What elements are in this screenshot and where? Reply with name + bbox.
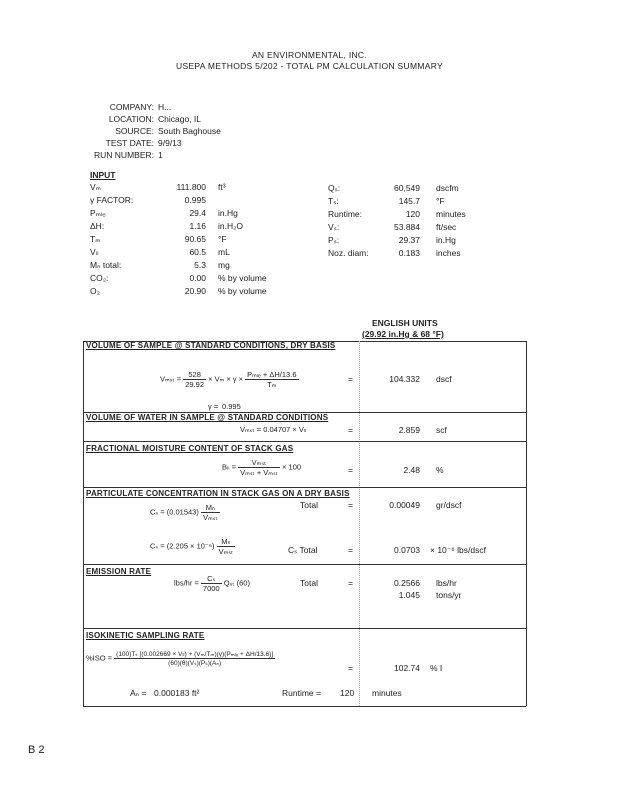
location-value: Chicago, IL: [158, 114, 201, 124]
page-mark: B 2: [28, 744, 45, 756]
denominator: (60)(θ)(Vₛ)(Pₛ)(Aₙ): [168, 660, 222, 667]
result-value: 104.332: [389, 374, 420, 384]
result-unit: % I: [430, 663, 443, 673]
section-title: VOLUME OF WATER IN SAMPLE @ STANDARD CONDITIONS: [86, 413, 329, 422]
formula: Vₘₛₜ⁤ = 0.04707 × Vₗₗ: [240, 425, 307, 434]
result-value: 0.0703: [394, 545, 420, 555]
result-unit: × 10⁻⁶ lbs/dscf: [430, 545, 486, 555]
input-value: 29.37: [398, 235, 420, 245]
nozzle-area-label: Aₙ =: [130, 688, 147, 698]
result-value: 2.48: [403, 465, 420, 475]
input-value: 53.884: [394, 222, 420, 232]
section-title: EMISSION RATE: [86, 567, 152, 576]
input-label: CO₂:: [90, 273, 109, 283]
test-date-value: 9/9/13: [158, 138, 182, 148]
equals-sign: =: [348, 425, 353, 435]
input-label: Qₛ:: [328, 183, 341, 193]
input-value: 120: [405, 209, 420, 219]
input-label: Runtime:: [328, 209, 363, 219]
numerator: Mₙ: [201, 503, 220, 513]
run-number-label: RUN NUMBER:: [94, 150, 154, 160]
units-header-line2: (29.92 in.Hg & 68 °F): [362, 329, 444, 339]
numerator: Mₙ: [217, 537, 236, 547]
input-label: Vₘ: [90, 182, 101, 192]
input-unit: % by volume: [218, 273, 267, 283]
report-title: USEPA METHODS 5/202 - TOTAL PM CALCULATION SUMMARY: [176, 61, 443, 71]
result-unit: dscf: [436, 374, 452, 384]
gamma-value: 0.995: [222, 402, 241, 411]
input-label: O₂: [90, 286, 100, 296]
input-value: 60.5: [189, 247, 206, 257]
formula: [150, 503, 220, 522]
section-title: ISOKINETIC SAMPLING RATE: [86, 631, 205, 640]
denominator: Tₘ: [267, 380, 277, 389]
units-header-line1: ENGLISH UNITS: [372, 318, 438, 328]
numerator: Vₘₛₜ⁤: [238, 458, 280, 468]
denominator: Vₘₛₜ⁤: [218, 547, 234, 556]
formula-mid: × Vₘ × γ ×: [208, 374, 244, 384]
denominator: Vₘₛₜ⁤ + Vₘₛₜ⁤: [240, 468, 278, 477]
fraction: [201, 574, 222, 593]
equals-sign: =: [348, 500, 353, 510]
formula-lhs: lbs/hr =: [174, 578, 199, 588]
input-unit: inches: [436, 248, 461, 258]
formula: [86, 650, 275, 667]
section-rule: [83, 487, 526, 488]
section-title: PARTICULATE CONCENTRATION IN STACK GAS ON A DRY BASIS: [86, 489, 350, 498]
input-label: Pₛ:: [328, 235, 340, 245]
input-label: Tₘ: [90, 234, 101, 244]
table-bottom-rule: [83, 706, 526, 707]
formula: [222, 458, 301, 477]
result-unit: gr/dscf: [436, 500, 462, 510]
input-value: 1.16: [189, 221, 206, 231]
source-label: SOURCE:: [115, 126, 154, 136]
runtime-value: 120: [340, 688, 355, 698]
input-unit: ft³: [218, 182, 226, 192]
result-unit: %: [436, 465, 444, 475]
input-unit: minutes: [436, 209, 466, 219]
fraction: [201, 503, 220, 522]
denominator: Vₘₛₜ⁤: [202, 513, 218, 522]
input-unit: °F: [436, 196, 445, 206]
equals-sign: =: [348, 663, 353, 673]
section-rule: [83, 628, 526, 629]
numerator: 528: [183, 370, 206, 380]
input-unit: mg: [218, 260, 230, 270]
formula: [160, 370, 299, 389]
formula-lhs: Cₛ = (0.01543): [150, 507, 199, 517]
result-value: 1.045: [398, 590, 420, 600]
fraction: [245, 370, 298, 389]
input-value: 111.800: [176, 182, 206, 192]
input-unit: in.H₂O: [218, 221, 244, 231]
source-value: South Baghouse: [158, 126, 221, 136]
input-value: 0.183: [398, 248, 420, 258]
input-unit: °F: [218, 234, 227, 244]
input-value: 29.4: [189, 208, 206, 218]
input-value: 0.995: [184, 195, 206, 205]
input-label: Mₙ total:: [90, 260, 122, 270]
test-date-label: TEST DATE:: [105, 138, 154, 148]
input-label: Tₛ:: [328, 196, 339, 206]
result-label: Total: [300, 578, 318, 588]
input-unit: ft/sec: [436, 222, 457, 232]
formula: [174, 574, 250, 593]
gamma-label: γ =: [208, 402, 219, 411]
input-label: γ FACTOR:: [90, 195, 134, 205]
formula-lhs: Cₛ = (2.205 × 10⁻⁶): [150, 541, 215, 551]
input-unit: in.Hg: [218, 208, 238, 218]
input-heading: INPUT: [90, 170, 116, 180]
equals-sign: =: [348, 545, 353, 555]
section-rule: [83, 441, 526, 442]
section-rule: [83, 564, 526, 565]
section-title: FRACTIONAL MOISTURE CONTENT OF STACK GAS: [86, 444, 294, 453]
formula-lhs: %ISO =: [86, 653, 113, 663]
table-left-rule: [83, 341, 84, 706]
result-unit: tons/yr: [436, 590, 462, 600]
formula: [150, 537, 235, 556]
fraction: [114, 650, 275, 667]
formula-lhs: Bₗₗ =: [222, 462, 236, 472]
input-label: Noz. diam:: [328, 248, 369, 258]
column-divider: [359, 341, 360, 706]
result-unit: lbs/hr: [436, 578, 457, 588]
result-value: 0.00049: [389, 500, 420, 510]
input-unit: dscfm: [436, 183, 459, 193]
input-unit: in.Hg: [436, 235, 456, 245]
equals-sign: =: [348, 465, 353, 475]
formula-tail: × 100: [282, 462, 302, 472]
formula-lhs: Vₘₛₜ⁤ =: [160, 374, 182, 384]
company-label: COMPANY:: [109, 102, 154, 112]
result-label: Cₛ Total: [288, 545, 318, 555]
company-heading: AN ENVIRONMENTAL, INC.: [251, 50, 368, 60]
result-value: 2.859: [398, 425, 420, 435]
input-unit: % by volume: [218, 286, 267, 296]
input-value: 145.7: [398, 196, 420, 206]
input-label: ΔH:: [90, 221, 105, 231]
fraction: [238, 458, 280, 477]
input-label: Vₛ:: [328, 222, 340, 232]
result-value: 102.74: [394, 663, 420, 673]
equals-sign: =: [348, 374, 353, 384]
fraction: [217, 537, 236, 556]
result-value: 0.2566: [394, 578, 420, 588]
input-label: Pₘₗₑ: [90, 208, 106, 218]
input-value: 20.90: [184, 286, 206, 296]
numerator: Pₘₗₑ + ΔH/13.6: [247, 370, 297, 379]
fraction: [183, 370, 206, 389]
table-right-rule: [526, 341, 527, 706]
input-label: Vₗₗ: [90, 247, 99, 257]
equals-sign: =: [348, 578, 353, 588]
denominator: 29.92: [185, 380, 205, 389]
section-title: VOLUME OF SAMPLE @ STANDARD CONDITIONS, DRY BASIS: [86, 341, 336, 350]
runtime-unit: minutes: [372, 688, 402, 698]
input-unit: mL: [218, 247, 230, 257]
numerator: Cₛ: [201, 574, 222, 584]
input-value: 5.3: [194, 260, 206, 270]
run-number-value: 1: [158, 150, 163, 160]
runtime-label: Runtime =: [282, 688, 321, 698]
formula-tail: Qₛₜ⁤ (60): [223, 578, 250, 588]
denominator: 7000: [202, 584, 220, 593]
numerator: (100)Tₛ [(0.002669 × Vₗₗ) + (Vₘ/Tₘ)(γ)(Pₘₗₑ + ΔH/13.6)]: [116, 651, 274, 658]
input-value: 60,549: [394, 183, 420, 193]
result-unit: scf: [436, 425, 447, 435]
nozzle-area-value: 0.000183 ft²: [154, 688, 200, 698]
company-value: H...: [158, 102, 172, 112]
location-label: LOCATION:: [108, 114, 154, 124]
input-value: 0.00: [189, 273, 206, 283]
input-value: 90.65: [184, 234, 206, 244]
result-label: Total: [300, 500, 318, 510]
